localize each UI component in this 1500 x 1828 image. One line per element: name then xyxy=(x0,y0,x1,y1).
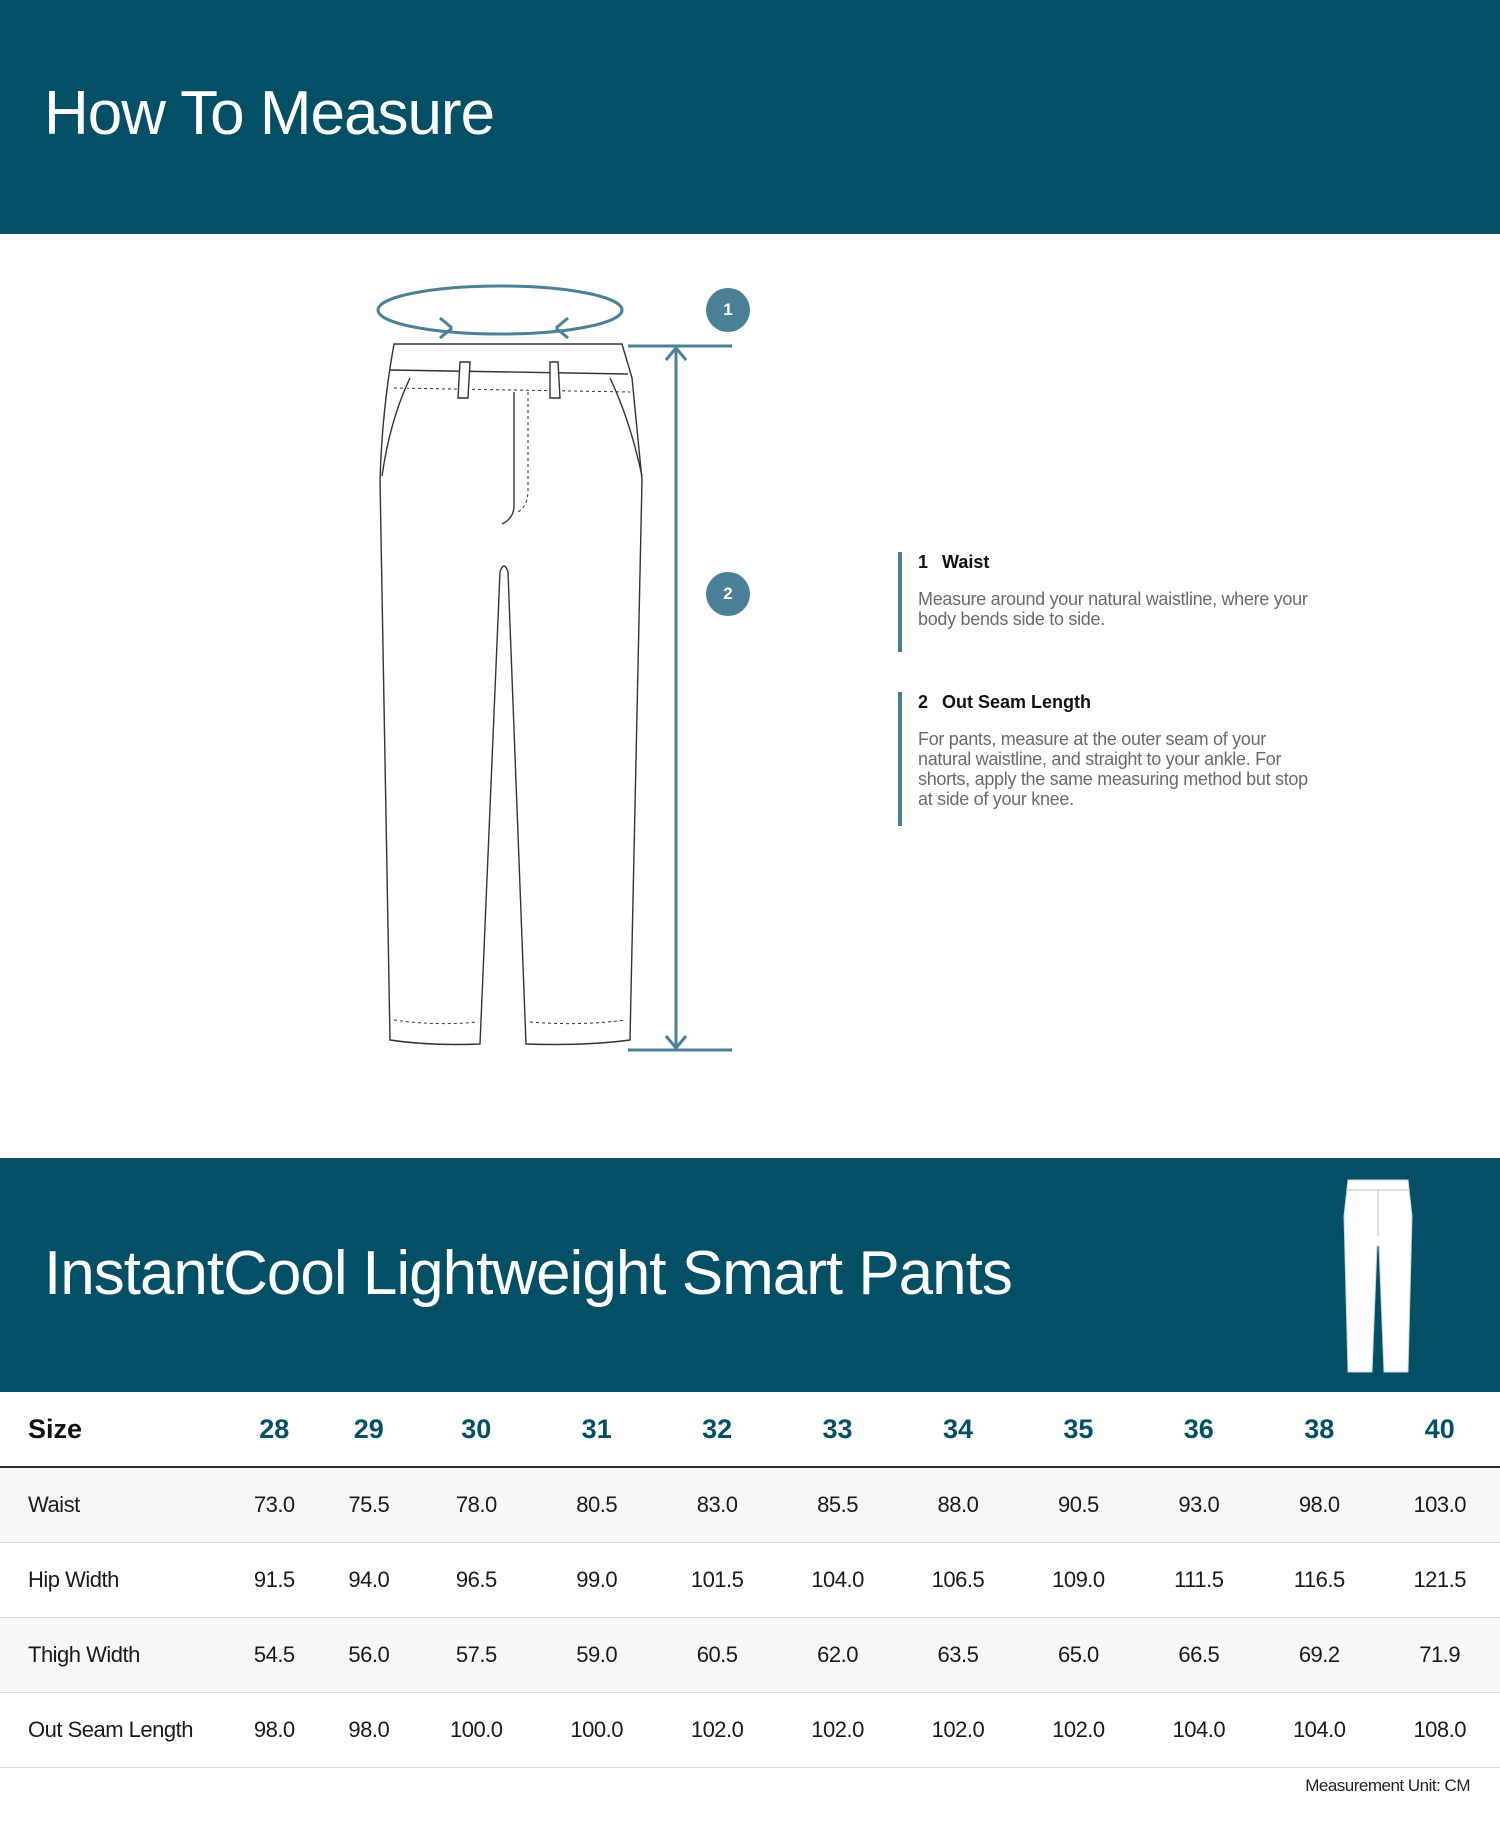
table-cell: 102.0 xyxy=(657,1693,777,1768)
table-cell: 85.5 xyxy=(777,1467,897,1543)
table-cell: 78.0 xyxy=(416,1467,536,1543)
legend-waist xyxy=(898,552,1318,652)
size-header-label: Size xyxy=(0,1392,227,1467)
table-cell: 102.0 xyxy=(898,1693,1018,1768)
size-col: 36 xyxy=(1139,1392,1259,1467)
size-col: 40 xyxy=(1379,1392,1500,1467)
measurement-unit-note: Measurement Unit: CM xyxy=(1305,1776,1470,1795)
size-col: 33 xyxy=(777,1392,897,1467)
table-cell: 63.5 xyxy=(898,1618,1018,1693)
legend-description: Measure around your natural waistline, where your body bends side to side. xyxy=(918,589,1308,629)
table-cell: 90.5 xyxy=(1018,1467,1138,1543)
table-row xyxy=(0,1618,1500,1693)
size-col: 30 xyxy=(416,1392,536,1467)
table-cell: 98.0 xyxy=(322,1693,417,1768)
row-label: Thigh Width xyxy=(0,1618,227,1693)
table-cell: 83.0 xyxy=(657,1467,777,1543)
row-label: Waist xyxy=(0,1467,227,1543)
table-cell: 98.0 xyxy=(1259,1467,1379,1543)
table-cell: 94.0 xyxy=(322,1543,417,1618)
table-cell: 109.0 xyxy=(1018,1543,1138,1618)
table-cell: 111.5 xyxy=(1139,1543,1259,1618)
table-cell: 102.0 xyxy=(1018,1693,1138,1768)
legend-number: 1 xyxy=(918,552,929,572)
table-row xyxy=(0,1467,1500,1543)
marker-1: 1 xyxy=(706,288,750,332)
table-cell: 103.0 xyxy=(1379,1467,1500,1543)
table-cell: 75.5 xyxy=(322,1467,417,1543)
table-row xyxy=(0,1543,1500,1618)
legend-description: For pants, measure at the outer seam of your natural waistline, and straight to your ankle. For shorts, apply the same measuring method but stop at side of your knee. xyxy=(918,729,1308,809)
outseam-measure-line xyxy=(628,346,732,1050)
table-cell: 65.0 xyxy=(1018,1618,1138,1693)
table-cell: 71.9 xyxy=(1379,1618,1500,1693)
legend-outseam xyxy=(898,692,1318,826)
table-cell: 60.5 xyxy=(657,1618,777,1693)
table-cell: 69.2 xyxy=(1259,1618,1379,1693)
pants-outline xyxy=(380,344,642,1045)
table-cell: 62.0 xyxy=(777,1618,897,1693)
table-cell: 80.5 xyxy=(536,1467,656,1543)
size-header-row xyxy=(0,1392,1500,1467)
size-table xyxy=(0,1392,1500,1768)
size-col: 31 xyxy=(536,1392,656,1467)
pants-thumbnail xyxy=(1338,1176,1418,1376)
size-col: 32 xyxy=(657,1392,777,1467)
table-cell: 91.5 xyxy=(227,1543,322,1618)
table-cell: 101.5 xyxy=(657,1543,777,1618)
size-col: 28 xyxy=(227,1392,322,1467)
row-label: Out Seam Length xyxy=(0,1693,227,1768)
table-cell: 108.0 xyxy=(1379,1693,1500,1768)
table-cell: 116.5 xyxy=(1259,1543,1379,1618)
table-cell: 73.0 xyxy=(227,1467,322,1543)
table-cell: 93.0 xyxy=(1139,1467,1259,1543)
table-cell: 121.5 xyxy=(1379,1543,1500,1618)
table-cell: 104.0 xyxy=(1139,1693,1259,1768)
size-col: 35 xyxy=(1018,1392,1138,1467)
size-col: 29 xyxy=(322,1392,417,1467)
size-col: 38 xyxy=(1259,1392,1379,1467)
table-cell: 100.0 xyxy=(536,1693,656,1768)
table-cell: 104.0 xyxy=(777,1543,897,1618)
table-cell: 59.0 xyxy=(536,1618,656,1693)
marker-2: 2 xyxy=(706,572,750,616)
page-title: How To Measure xyxy=(44,79,495,148)
table-row xyxy=(0,1693,1500,1768)
row-label: Hip Width xyxy=(0,1543,227,1618)
waist-measure-arrow xyxy=(378,286,622,338)
table-cell: 104.0 xyxy=(1259,1693,1379,1768)
legend-title: Out Seam Length xyxy=(942,692,1092,712)
product-title: InstantCool Lightweight Smart Pants xyxy=(44,1239,1012,1308)
legend-number: 2 xyxy=(918,692,929,712)
table-cell: 100.0 xyxy=(416,1693,536,1768)
table-cell: 54.5 xyxy=(227,1618,322,1693)
table-cell: 99.0 xyxy=(536,1543,656,1618)
table-cell: 57.5 xyxy=(416,1618,536,1693)
table-cell: 88.0 xyxy=(898,1467,1018,1543)
table-cell: 96.5 xyxy=(416,1543,536,1618)
table-cell: 98.0 xyxy=(227,1693,322,1768)
table-cell: 102.0 xyxy=(777,1693,897,1768)
size-col: 34 xyxy=(898,1392,1018,1467)
pants-diagram xyxy=(360,270,760,1060)
legend-title: Waist xyxy=(942,552,990,572)
table-cell: 56.0 xyxy=(322,1618,417,1693)
table-cell: 106.5 xyxy=(898,1543,1018,1618)
table-cell: 66.5 xyxy=(1139,1618,1259,1693)
